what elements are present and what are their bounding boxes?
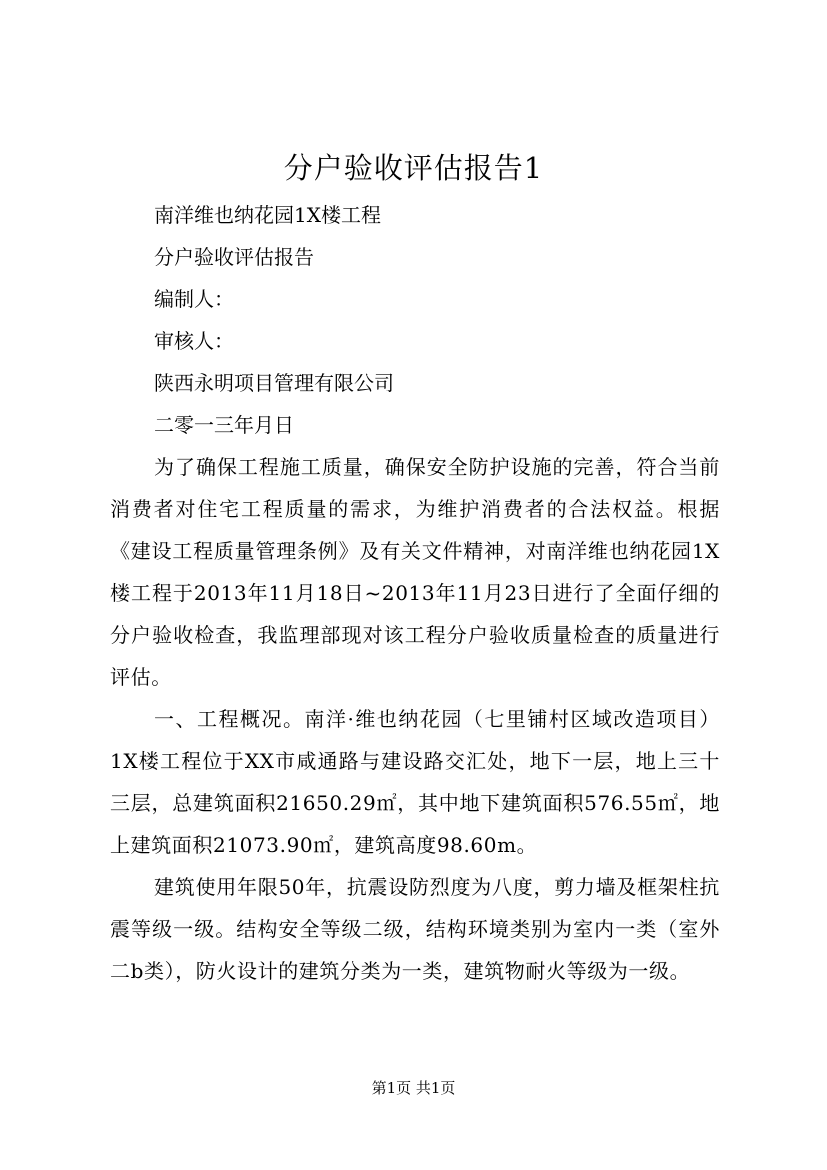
body-paragraph-overview: 一、工程概况。南洋·维也纳花园（七里铺村区域改造项目）1X楼工程位于XX市咸通路与建设路交汇处，地下一层，地上三十三层，总建筑面积21650.29㎡，其中地下建筑面积576.55㎡，地上建筑面积21073.90㎡，建筑高度98.60m。 <box>110 707 720 857</box>
document-title: 分户验收评估报告1 <box>283 151 544 185</box>
body-paragraph-specs: 建筑使用年限50年，抗震设防烈度为八度，剪力墙及框架柱抗震等级一级。结构安全等级二级，结构环境类别为室内一类（室外二b类），防火设计的建筑分类为一类，建筑物耐火等级为一级。 <box>110 875 720 983</box>
reviewer-line: 审核人： <box>154 329 234 353</box>
front-matter <box>110 194 720 446</box>
compiler-line: 编制人： <box>154 287 234 311</box>
project-name-line: 南洋维也纳花园1X楼工程 <box>154 203 381 227</box>
date-line: 二零一三年月日 <box>154 413 294 437</box>
company-line: 陕西永明项目管理有限公司 <box>154 371 394 395</box>
report-name-line: 分户验收评估报告 <box>154 245 314 269</box>
page-footer: 第1页 共1页 <box>371 1079 456 1097</box>
body-paragraph-purpose: 为了确保工程施工质量，确保安全防护设施的完善，符合当前消费者对住宅工程质量的需求，为维护消费者的合法权益。根据《建设工程质量管理条例》及有关文件精神，对南洋维也纳花园1X楼工程于2013年11月18日~2013年11月23日进行了全面仔细的分户验收检查，我监理部现对该工程分户验收质量检查的质量进行评估。 <box>110 455 720 689</box>
